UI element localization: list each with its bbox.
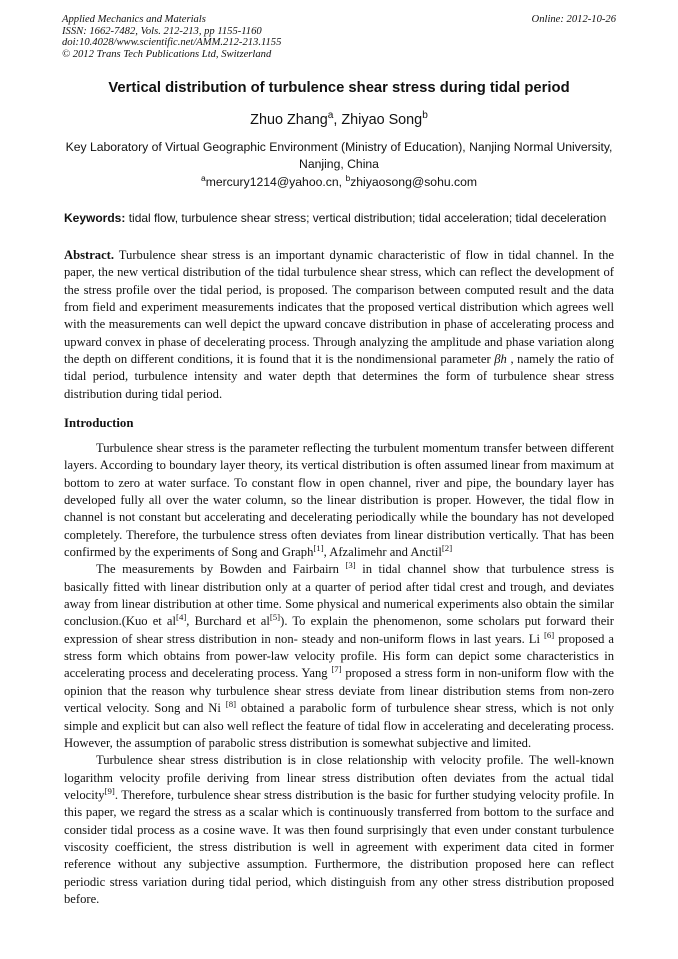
p3-text-1: Turbulence shear stress distribution is in close relationship with velocity profile. The well-known logarithm velocity profile deriving from linear stress distribution often deviates from the actual tidal velocity [64, 753, 614, 802]
citation-2: [2] [441, 542, 453, 553]
p2-text-1: The measurements by Bowden and Fairbairn [96, 562, 346, 577]
affiliation: Key Laboratory of Virtual Geographic Environment (Ministry of Education), Nanjing Normal University, Nanjing, China [65, 140, 613, 171]
p2-text-4: ). To explain the phenomenon, some scholars put forward their expression of shear stress distribution in non- steady and non-uniform flows in last years. Li [64, 614, 614, 646]
email-1-sup: a [200, 172, 206, 183]
abstract-parameter: βh [494, 352, 507, 367]
p3-text-2: . Therefore, turbulence shear stress distribution is the basic for further studying velocity profile. In this paper, we regard the stress as a scalar which is continuously transferred from bottom to the surface and consider tidal process as a cosine wave. It was then found surprisingly that even under constant turbulence viscosity coefficient, the stress distribution is well in agreement with experiment data cited in former reference without any subjective assumption. Furthermore, the distribution proposed here can reflect periodic stress variation during tidal period, which distinguish from any other stress distribution proposed before. [64, 787, 614, 906]
author-2-sup: b [422, 110, 428, 122]
p2-text-6: proposed a stress form in non-uniform flow with the opinion that the reason why turbulence shear stress deviate from linear distribution stems from non-zero vertical velocity. Song and Ni [64, 666, 615, 716]
citation-3: [3] [345, 560, 356, 571]
p1-text-1: Turbulence shear stress is the parameter reflecting the turbulent momentum transfer between different layers. According to boundary layer theory, its vertical distribution is often assumed linear from maximum at bottom to zero at water surface. To constant flow in open channel, river and pipe, the boundary layer has developed fully all over the water column, so the linear distribution is proper. However, the tidal flow in channel is not constant but accelerating and decelerating periodically while the boundary has not developed completely. Therefore, the turbulence stress often deviates from linear distribution vertically. That has been confirmed by the experiments of Song and Graph [64, 441, 614, 560]
copyright-line: © 2012 Trans Tech Publications Ltd, Switzerland [62, 48, 272, 60]
citation-4: [4] [176, 612, 187, 623]
email-separator: , [338, 175, 346, 189]
journal-header [62, 14, 616, 60]
p2-text-7: obtained a parabolic form of turbulence shear stress, which is not only simple and explicit but can also well reflect the feature of tidal flow in accelerating and decelerating process. However, the assumption of parabolic stress distribution is somewhat subjective and limited. [64, 701, 614, 750]
citation-5: [5] [269, 612, 281, 623]
citation-6: [6] [543, 629, 555, 640]
citation-8: [8] [225, 698, 237, 709]
author-separator: , [333, 112, 342, 128]
intro-paragraph-3 [64, 752, 614, 908]
p2-text-3: , Burchard et al [186, 614, 270, 629]
introduction-heading: Introduction [64, 416, 134, 430]
email-1: mercury1214@yahoo.cn [205, 175, 339, 189]
abstract-text-2: , namely the ratio of tidal period, turbulence intensity and water depth that determines the form of turbulence shear stress distribution during tidal period. [64, 352, 614, 401]
email-2: zhiyaosong@sohu.com [350, 175, 478, 189]
author-2-name: Zhiyao Song [341, 112, 423, 128]
citation-7: [7] [331, 664, 342, 675]
keywords-label: Keywords: [64, 211, 126, 225]
abstract-text-1: Turbulence shear stress is an important dynamic characteristic of flow in tidal channel. In the paper, the new vertical distribution of the tidal turbulence shear stress, which can reflect the development of the stress profile over the tidal period, is proposed. The comparison between computed result and the data from field and experiment measurements indicates that the proposed vertical distribution which agrees well with the measurements can well depict the upward concave distribution in phase of accelerating process and upward convex in phase of decelerating process. Through analyzing the amplitude and phase variation along the depth on different conditions, it is found that it is the nondimensional parameter [64, 248, 614, 367]
abstract-label: Abstract. [64, 248, 115, 262]
p2-text-5: proposed a stress form which obtains from power-law velocity profile. His form can depict some characteristics in accelerating process and decelerating process. Yang [64, 631, 614, 681]
online-date: Online: 2012-10-26 [531, 14, 616, 25]
citation-9: [9] [104, 785, 115, 796]
paper-title: Vertical distribution of turbulence shear stress during tidal period [108, 80, 570, 96]
issn-line: ISSN: 1662-7482, Vols. 212-213, pp 1155-1160 [62, 25, 262, 37]
author-1-sup: a [327, 110, 334, 122]
abstract [64, 247, 614, 403]
intro-paragraph-1 [64, 440, 614, 561]
email-line [40, 172, 638, 189]
p2-text-2: in tidal channel show that turbulence stress is basically fitted with linear distribution only at a quarter of period after tidal crest and trough, and deviates away from linear distribution at other time. Some physical and numerical experiments also obtain the similar conclusion.(Kuo et al [64, 562, 614, 629]
author-line [40, 112, 638, 128]
intro-paragraph-2 [64, 561, 614, 752]
keywords [64, 210, 614, 226]
email-2-sup: b [345, 172, 351, 183]
author-1-name: Zhuo Zhang [250, 112, 328, 128]
citation-1: [1] [313, 542, 324, 553]
introduction-body [64, 440, 614, 908]
keywords-text: tidal flow, turbulence shear stress; vertical distribution; tidal acceleration; tidal deceleration [125, 211, 607, 225]
p1-text-2: , Afzalimehr and Anctil [323, 545, 442, 560]
journal-name: Applied Mechanics and Materials [62, 14, 206, 25]
doi-line: doi:10.4028/www.scientific.net/AMM.212-213.1155 [62, 37, 282, 48]
